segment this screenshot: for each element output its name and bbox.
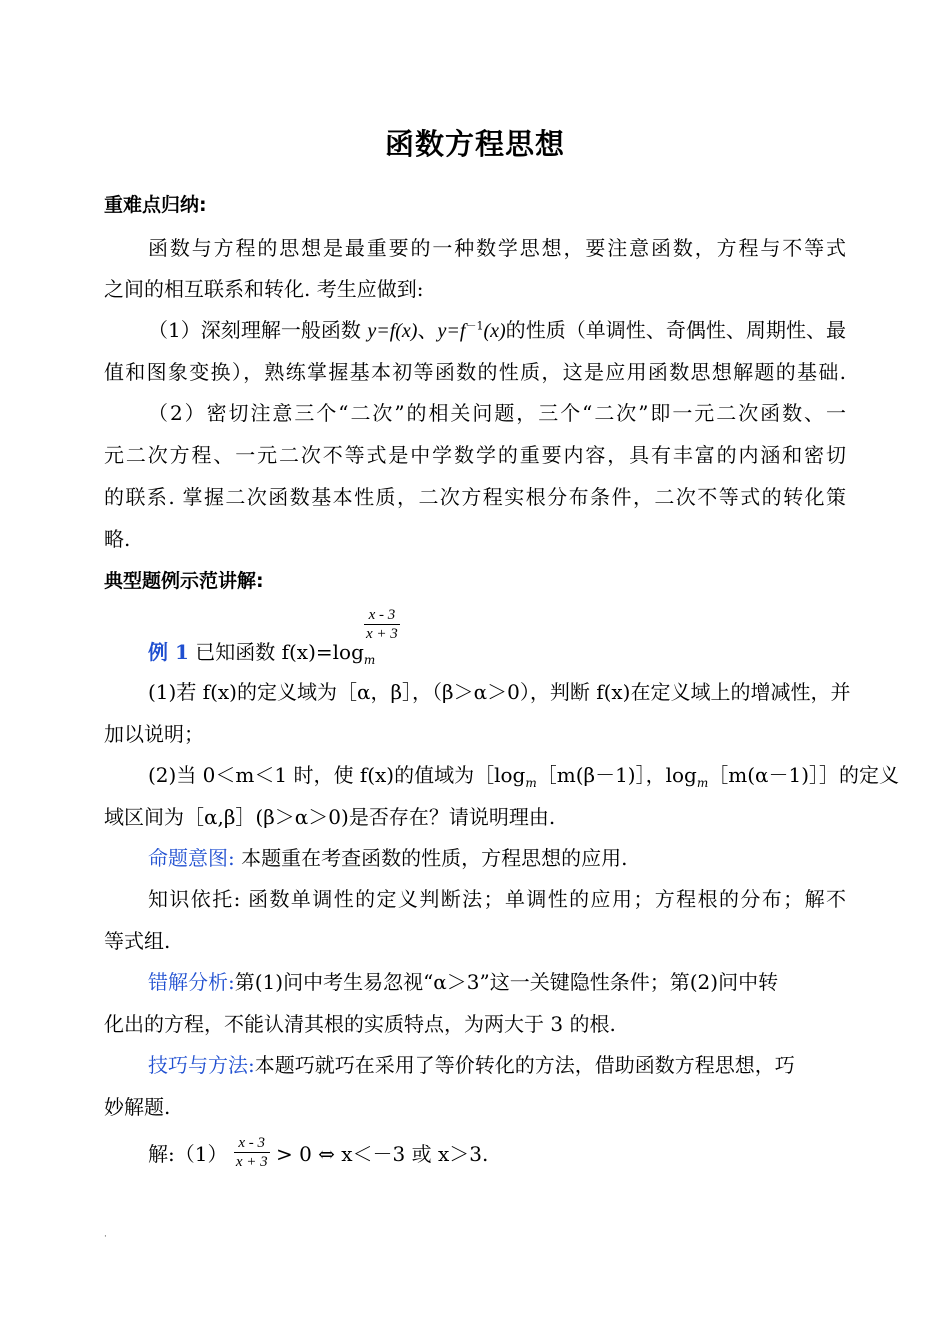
log-subscript: m (696, 776, 709, 790)
error-analysis-line: 化出的方程，不能认清其根的实质特点，为两大于 3 的根. (104, 1012, 616, 1036)
item1-text: 的性质（单调性、奇偶性、周期性、最 (505, 318, 846, 342)
intent-line (148, 842, 846, 871)
paragraph-line: 函数与方程的思想是最重要的一种数学思想，要注意函数，方程与不等式 (148, 236, 846, 260)
knowledge-line: 等式组. (104, 929, 171, 953)
example-line (148, 636, 846, 667)
question2-text: ［m(β－1)］，log (536, 763, 697, 787)
log-subscript: m (363, 653, 376, 667)
example-text: 已知函数 f(x)=log (195, 640, 364, 664)
formula-text: y=f(x) (367, 320, 418, 342)
intent-label: 命题意图: (148, 846, 235, 870)
knowledge-line: 知识依托: 函数单调性的定义判断法；单调性的应用；方程根的分布；解不 (148, 887, 846, 911)
item1-line (148, 314, 846, 343)
item1-text: （1）深刻理解一般函数 (148, 318, 368, 342)
example-label: 例 1 (148, 640, 189, 664)
solution-line (148, 1134, 846, 1171)
footer-mark: · (104, 1232, 107, 1242)
fraction-numerator: x - 3 (364, 606, 400, 625)
question1-line: (1)若 f(x)的定义域为［α，β］，（β＞α＞0），判断 f(x)在定义域上的增减性，并 (148, 680, 851, 704)
fraction-numerator: x - 3 (234, 1134, 270, 1153)
error-analysis-text: 第(1)问中考生易忽视“α＞3”这一关键隐性条件；第(2)问中转 (234, 970, 779, 994)
item2-line: （2）密切注意三个“二次”的相关问题，三个“二次”即一元二次函数、一 (148, 401, 846, 425)
paragraph-line: 之间的相互联系和转化. 考生应做到: (104, 277, 424, 301)
section-heading-key-points: 重难点归纳: (104, 194, 207, 216)
method-label: 技巧与方法: (148, 1053, 255, 1077)
solution-label: 解:（1） (148, 1142, 228, 1166)
solution-text: > 0 ⇔ x＜－3 或 x＞3. (275, 1142, 489, 1166)
item1-line: 值和图象变换），熟练掌握基本初等函数的性质，这是应用函数思想解题的基础. (104, 360, 846, 384)
formula-text: (x) (483, 320, 506, 342)
method-text: 本题巧就巧在采用了等价转化的方法，借助函数方程思想，巧 (254, 1053, 795, 1077)
error-analysis-line (148, 966, 846, 995)
fraction (234, 1134, 270, 1171)
formula-text: y=f (437, 320, 466, 342)
item2-line: 元二次方程、一元二次不等式是中学数学的重要内容，具有丰富的内涵和密切 (104, 443, 846, 467)
formula-superscript: －1 (465, 319, 484, 333)
method-line: 妙解题. (104, 1095, 171, 1119)
section-heading-examples: 典型题例示范讲解: (104, 570, 264, 592)
fraction-denominator: x + 3 (366, 626, 398, 642)
question2-text: (2)当 0＜m＜1 时，使 f(x)的值域为［log (148, 763, 526, 787)
item2-line: 略. (104, 527, 131, 551)
question2-text: ［m(α－1)］］的定义 (708, 763, 900, 787)
method-line (148, 1049, 846, 1078)
question2-line (148, 759, 900, 790)
fraction-denominator: x + 3 (235, 1154, 268, 1170)
question2-line: 域区间为［α,β］(β＞α＞0)是否存在？请说明理由. (104, 805, 556, 829)
log-subscript: m (525, 776, 537, 790)
error-analysis-label: 错解分析: (148, 970, 235, 994)
item2-line: 的联系. 掌握二次函数基本性质，二次方程实根分布条件，二次不等式的转化策 (104, 485, 846, 509)
item1-text: 、 (417, 318, 438, 342)
intent-text: 本题重在考查函数的性质，方程思想的应用. (241, 846, 628, 870)
question1-line: 加以说明； (104, 722, 204, 746)
page-title: 函数方程思想 (384, 127, 565, 161)
